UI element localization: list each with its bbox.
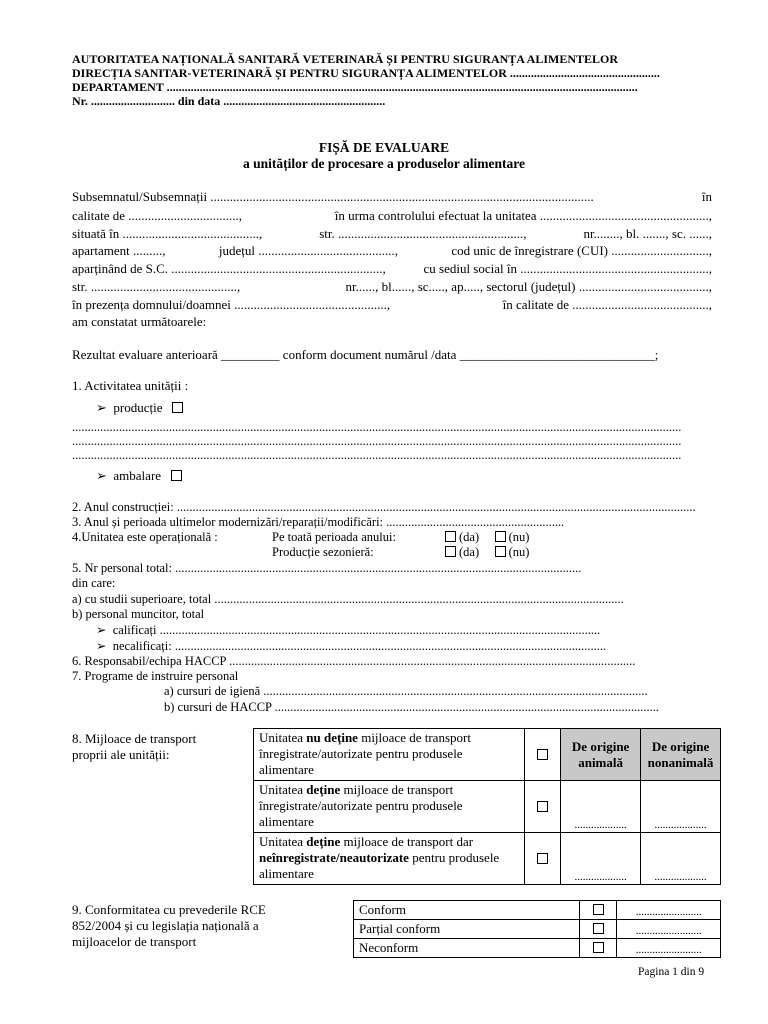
previous-evaluation: Rezultat evaluare anterioară _________ conform document numărul /data ______________________________; bbox=[72, 347, 659, 362]
year-round-options bbox=[442, 530, 529, 545]
transport-row-2-checkbox[interactable] bbox=[537, 801, 548, 812]
productie-dotline-1: ................................................................................................................................................................................................... bbox=[72, 420, 682, 434]
transport-row-2-cell bbox=[524, 781, 560, 833]
transport-row-3-animal-value[interactable]: ................... bbox=[561, 833, 641, 885]
ambalare-label: ambalare bbox=[113, 468, 162, 483]
section-8-label-2: proprii ale unității: bbox=[72, 747, 170, 762]
intro-line-1 bbox=[72, 189, 712, 205]
conform-label: Conform bbox=[354, 901, 580, 920]
transport-table bbox=[253, 728, 721, 885]
intro-text: în calitate de .........................................., bbox=[502, 297, 712, 312]
section-8-label-1: 8. Mijloace de transport bbox=[72, 731, 197, 746]
section-5-total-staff: 5. Nr personal total: .................................................................................................................................. bbox=[72, 561, 582, 575]
section-7-haccp-courses: b) cursuri de HACCP ........................................................................................................................... bbox=[164, 700, 660, 714]
da-label: (da) bbox=[459, 545, 480, 559]
conform-checkbox[interactable] bbox=[593, 904, 604, 915]
transport-row-1-text: Unitatea nu deține mijloace de transport înregistrate/autorizate pentru produsele alimentare bbox=[254, 729, 525, 781]
productie-checkbox[interactable] bbox=[172, 402, 183, 413]
seasonal-da-checkbox[interactable] bbox=[445, 546, 456, 557]
intro-line-5 bbox=[72, 261, 712, 277]
section-4-seasonal-label: Producție sezonieră: bbox=[272, 545, 374, 559]
intro-text: str. ........................................................., bbox=[319, 226, 527, 241]
transport-row-3-cell bbox=[524, 833, 560, 885]
section-9-line-1: 9. Conformitatea cu prevederile RCE bbox=[72, 902, 266, 917]
qualified-label: calificați ............................................................................................................................................. bbox=[112, 623, 601, 637]
section-7-hygiene: a) cursuri de igienă ........................................................................................................................... bbox=[164, 684, 648, 698]
section-4-label: 4.Unitatea este operațională : bbox=[72, 530, 218, 544]
transport-row-3-nonanimal-value[interactable]: ................... bbox=[641, 833, 721, 885]
transport-row-1-checkbox[interactable] bbox=[537, 749, 548, 760]
intro-text: situată în .........................................., bbox=[72, 226, 263, 241]
intro-text: aparținând de S.C. ................................................................., bbox=[72, 261, 386, 276]
intro-line-8: am constatat următoarele: bbox=[72, 314, 207, 329]
table-row bbox=[254, 781, 721, 833]
arrow-bullet-icon: ➢ bbox=[96, 639, 107, 653]
intro-text: în prezența domnului/doamnei ..............................................., bbox=[72, 297, 391, 312]
nu-label: (nu) bbox=[508, 530, 530, 544]
intro-text: str. ............................................., bbox=[72, 279, 241, 294]
partial-conform-value[interactable]: ........................ bbox=[617, 920, 721, 939]
productie-dotline-3: ................................................................................................................................................................................................... bbox=[72, 448, 682, 462]
intro-text: Subsemnatul/Subsemnații ...................................................................................................................... bbox=[72, 189, 594, 204]
seasonal-nu-checkbox[interactable] bbox=[495, 546, 506, 557]
productie-dotline-2: ................................................................................................................................................................................................... bbox=[72, 434, 682, 448]
nonconform-value[interactable]: ........................ bbox=[617, 939, 721, 958]
page-number: Pagina 1 din 9 bbox=[638, 966, 705, 978]
intro-text: calitate de .................................., bbox=[72, 208, 243, 223]
section-1-title: 1. Activitatea unității : bbox=[72, 378, 189, 393]
section-4-year-round-label: Pe toată perioada anului: bbox=[272, 530, 396, 544]
conform-value[interactable]: ........................ bbox=[617, 901, 721, 920]
intro-text: apartament ........., bbox=[72, 243, 166, 258]
intro-text: în bbox=[701, 189, 712, 204]
intro-text: cu sediul social în .........................................................., bbox=[423, 261, 712, 276]
page-title: FIȘĂ DE EVALUARE bbox=[318, 140, 450, 155]
nonconform-cell bbox=[580, 939, 617, 958]
section-5-higher-education: a) cu studii superioare, total ................................................................................................................................... bbox=[72, 592, 624, 606]
intro-line-4 bbox=[72, 243, 712, 259]
intro-text: în urma controlului efectuat la unitatea ...................................................., bbox=[334, 208, 712, 223]
seasonal-options bbox=[442, 545, 529, 560]
header-department: DEPARTAMENT ............................................................................................................................................................. bbox=[72, 80, 638, 94]
partial-conform-cell bbox=[580, 920, 617, 939]
arrow-bullet-icon: ➢ bbox=[96, 623, 107, 637]
table-row bbox=[254, 729, 721, 781]
header-authority: AUTORITATEA NAȚIONALĂ SANITARĂ VETERINARĂ ȘI PENTRU SIGURANȚA ALIMENTELOR bbox=[72, 52, 618, 66]
section-6-haccp: 6. Responsabil/echipa HACCP .................................................................................................................................. bbox=[72, 654, 636, 668]
nonconform-label: Neconform bbox=[354, 939, 580, 958]
table-row bbox=[354, 920, 721, 939]
productie-option bbox=[96, 400, 186, 416]
da-label: (da) bbox=[459, 530, 480, 544]
section-7-training: 7. Programe de instruire personal bbox=[72, 669, 239, 683]
arrow-bullet-icon: ➢ bbox=[96, 400, 107, 415]
table-row bbox=[354, 901, 721, 920]
unqualified-label: necalificați: .......................................................................................................................................... bbox=[112, 639, 607, 653]
year-round-nu-checkbox[interactable] bbox=[495, 531, 506, 542]
table-row bbox=[354, 939, 721, 958]
section-3-modernizations: 3. Anul și perioada ultimelor modernizări/reparații/modificări: ......................................................... bbox=[72, 515, 565, 529]
transport-row-1-cell bbox=[524, 729, 560, 781]
intro-line-7 bbox=[72, 297, 712, 313]
intro-line-6 bbox=[72, 279, 712, 295]
partial-conform-label: Parțial conform bbox=[354, 920, 580, 939]
transport-row-2-animal-value[interactable]: ................... bbox=[561, 781, 641, 833]
intro-line-2 bbox=[72, 208, 712, 224]
partial-conform-checkbox[interactable] bbox=[593, 923, 604, 934]
section-2-year-built: 2. Anul construcției: ...................................................................................................................................................................... bbox=[72, 500, 696, 514]
section-5-from-which: din care: bbox=[72, 576, 116, 590]
conform-cell bbox=[580, 901, 617, 920]
transport-row-2-text: Unitatea deține mijloace de transport înregistrate/autorizate pentru produsele alimentare bbox=[254, 781, 525, 833]
intro-text: nr........, bl. ......., sc. ......, bbox=[583, 226, 712, 241]
header-directorate: DIRECȚIA SANITAR-VETERINARĂ ȘI PENTRU SIGURANȚA ALIMENTELOR .................................................. bbox=[72, 66, 660, 80]
nu-label: (nu) bbox=[508, 545, 530, 559]
transport-row-3-checkbox[interactable] bbox=[537, 853, 548, 864]
section-9-line-2: 852/2004 și cu legislația națională a bbox=[72, 918, 259, 933]
col-header-animal: De origine animală bbox=[561, 729, 641, 781]
nonconform-checkbox[interactable] bbox=[593, 942, 604, 953]
intro-text: cod unic de înregistrare (CUI) .............................., bbox=[451, 243, 712, 258]
table-row bbox=[254, 833, 721, 885]
intro-text: nr......, bl......, sc....., ap....., sectorul (județul) ........................................, bbox=[345, 279, 712, 294]
section-5-workers: b) personal muncitor, total bbox=[72, 607, 205, 621]
header-number-date: Nr. ............................ din data ...................................................... bbox=[72, 94, 386, 108]
intro-line-3 bbox=[72, 226, 712, 242]
ambalare-checkbox[interactable] bbox=[171, 470, 182, 481]
productie-label: producție bbox=[113, 400, 163, 415]
section-5-qualified bbox=[96, 622, 600, 638]
conformity-table bbox=[353, 900, 721, 958]
section-9-line-3: mijloacelor de transport bbox=[72, 934, 197, 949]
ambalare-option bbox=[96, 468, 185, 484]
year-round-da-checkbox[interactable] bbox=[445, 531, 456, 542]
transport-row-2-nonanimal-value[interactable]: ................... bbox=[641, 781, 721, 833]
page-subtitle: a unităților de procesare a produselor alimentare bbox=[243, 156, 525, 171]
section-5-unqualified bbox=[96, 638, 606, 654]
col-header-nonanimal: De origine nonanimală bbox=[641, 729, 721, 781]
intro-text: județul .........................................., bbox=[218, 243, 398, 258]
transport-row-3-text: Unitatea deține mijloace de transport dar neînregistrate/neautorizate pentru produsele alimentare bbox=[254, 833, 525, 885]
arrow-bullet-icon: ➢ bbox=[96, 468, 107, 483]
